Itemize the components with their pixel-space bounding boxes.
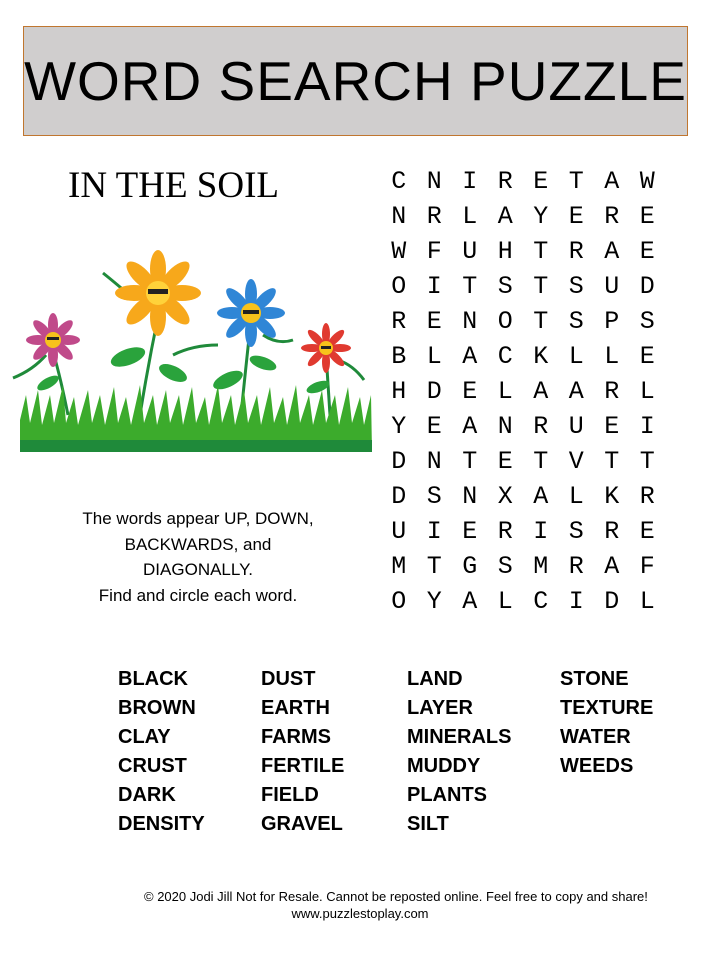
grid-row xyxy=(381,514,665,549)
word-item: FERTILE xyxy=(261,755,345,777)
word-item: SILT xyxy=(407,813,449,835)
word-item: BLACK xyxy=(118,668,188,690)
grid-letter[interactable]: T xyxy=(533,272,549,301)
grid-letter[interactable]: D xyxy=(391,447,407,476)
word-item: MINERALS xyxy=(407,726,512,748)
grid-letter[interactable]: D xyxy=(391,482,407,511)
grid-letter[interactable]: I xyxy=(426,272,442,301)
grid-letter[interactable]: A xyxy=(533,482,549,511)
grid-letter[interactable]: R xyxy=(639,482,655,511)
grid-letter[interactable]: M xyxy=(533,552,549,581)
grid-letter[interactable]: O xyxy=(391,587,407,616)
grid-letter[interactable]: C xyxy=(391,167,407,196)
grid-letter[interactable]: R xyxy=(497,167,513,196)
grid-letter[interactable]: G xyxy=(462,552,478,581)
grid-letter[interactable]: M xyxy=(391,552,407,581)
grid-letter[interactable]: E xyxy=(604,412,620,441)
grid-letter[interactable]: K xyxy=(533,342,549,371)
grid-letter[interactable]: E xyxy=(462,517,478,546)
grid-letter[interactable]: R xyxy=(497,517,513,546)
grid-letter[interactable]: E xyxy=(639,237,655,266)
grid-letter[interactable]: U xyxy=(391,517,407,546)
grid-letter[interactable]: A xyxy=(462,412,478,441)
grid-letter[interactable]: L xyxy=(639,587,655,616)
grid-letter[interactable]: R xyxy=(568,237,584,266)
instructions-line: DIAGONALLY. xyxy=(143,560,253,579)
word-item: FARMS xyxy=(261,726,331,748)
grid-letter[interactable]: S xyxy=(568,307,584,336)
grid-letter[interactable]: T xyxy=(462,272,478,301)
grid-letter[interactable]: F xyxy=(426,237,442,266)
grid-letter[interactable]: L xyxy=(639,377,655,406)
grid-letter[interactable]: K xyxy=(604,482,620,511)
grid-letter[interactable]: L xyxy=(604,342,620,371)
grid-letter[interactable]: A xyxy=(497,202,513,231)
grid-letter[interactable]: A xyxy=(462,587,478,616)
word-item: WATER xyxy=(560,726,631,748)
grid-letter[interactable]: E xyxy=(426,412,442,441)
grid-letter[interactable]: T xyxy=(533,237,549,266)
grid-row xyxy=(381,479,665,514)
grid-letter[interactable]: E xyxy=(497,447,513,476)
grid-letter[interactable]: N xyxy=(426,447,442,476)
grid-letter[interactable]: T xyxy=(462,447,478,476)
word-item: LAYER xyxy=(407,697,473,719)
grid-letter[interactable]: Y xyxy=(533,202,549,231)
instructions-line: BACKWARDS, and xyxy=(124,534,272,554)
grid-letter[interactable]: U xyxy=(604,272,620,301)
grid-row xyxy=(381,269,665,304)
grid-letter[interactable]: I xyxy=(462,167,478,196)
word-item: EARTH xyxy=(261,697,330,719)
word-item: GRAVEL xyxy=(261,813,343,835)
word-item: CRUST xyxy=(118,755,187,777)
grid-letter[interactable]: E xyxy=(639,202,655,231)
grid-letter[interactable]: I xyxy=(426,517,442,546)
grid-letter[interactable]: A xyxy=(568,377,584,406)
grid-letter[interactable]: S xyxy=(426,482,442,511)
grid-letter[interactable]: N xyxy=(426,167,442,196)
grid-letter[interactable]: L xyxy=(426,342,442,371)
grid-letter[interactable]: Y xyxy=(391,412,407,441)
word-item: WEEDS xyxy=(560,755,634,777)
word-item: DUST xyxy=(261,668,316,690)
puzzle-subtitle: IN THE SOIL xyxy=(68,165,280,206)
grid-letter[interactable]: L xyxy=(568,482,584,511)
grid-letter[interactable]: H xyxy=(391,377,407,406)
grid-letter[interactable]: S xyxy=(568,272,584,301)
grid-letter[interactable]: V xyxy=(568,447,584,476)
grid-letter[interactable]: O xyxy=(497,307,513,336)
letter-grid xyxy=(381,164,665,619)
grid-row xyxy=(381,164,665,199)
grid-letter[interactable]: W xyxy=(391,237,407,266)
grid-letter[interactable]: T xyxy=(426,552,442,581)
grid-letter[interactable]: U xyxy=(568,412,584,441)
grid-letter[interactable]: X xyxy=(497,482,513,511)
grid-letter[interactable]: Y xyxy=(426,587,442,616)
word-item: LAND xyxy=(407,668,463,690)
grid-letter[interactable]: R xyxy=(391,307,407,336)
grid-letter[interactable]: T xyxy=(568,167,584,196)
grid-letter[interactable]: H xyxy=(497,237,513,266)
grid-letter[interactable]: R xyxy=(426,202,442,231)
word-list-column-2 xyxy=(261,665,344,839)
grid-letter[interactable]: D xyxy=(604,587,620,616)
word-item: PLANTS xyxy=(407,784,487,806)
website-text: www.puzzlestoplay.com xyxy=(291,906,429,921)
grid-letter[interactable]: N xyxy=(462,482,478,511)
grid-letter[interactable]: W xyxy=(639,167,655,196)
word-item: BROWN xyxy=(118,697,196,719)
grid-row xyxy=(381,304,665,339)
grid-letter[interactable]: T xyxy=(533,447,549,476)
grid-letter[interactable]: U xyxy=(462,237,478,266)
grid-letter[interactable]: E xyxy=(639,517,655,546)
grid-letter[interactable]: O xyxy=(391,272,407,301)
grid-row xyxy=(381,374,665,409)
grid-letter[interactable]: L xyxy=(462,202,478,231)
grid-row xyxy=(381,584,665,619)
word-item: DARK xyxy=(118,784,176,806)
grid-letter[interactable]: T xyxy=(604,447,620,476)
flowers-illustration xyxy=(8,245,378,460)
grid-letter[interactable]: D xyxy=(426,377,442,406)
grid-row xyxy=(381,444,665,479)
grid-letter[interactable]: A xyxy=(604,552,620,581)
grid-letter[interactable]: R xyxy=(568,552,584,581)
grid-letter[interactable]: N xyxy=(462,307,478,336)
grid-letter[interactable]: R xyxy=(533,412,549,441)
grid-row xyxy=(381,339,665,374)
word-item: CLAY xyxy=(118,726,171,748)
grid-letter[interactable]: L xyxy=(497,587,513,616)
instructions xyxy=(40,506,356,608)
page-title: WORD SEARCH PUZZLE xyxy=(24,50,687,112)
grid-row xyxy=(381,549,665,584)
grid-letter[interactable]: E xyxy=(568,202,584,231)
grid-letter[interactable]: R xyxy=(604,377,620,406)
word-list-column-4 xyxy=(560,665,653,781)
grid-letter[interactable]: A xyxy=(604,237,620,266)
grid-row xyxy=(381,409,665,444)
grid-row xyxy=(381,234,665,269)
grid-letter[interactable]: T xyxy=(639,447,655,476)
word-item: FIELD xyxy=(261,784,319,806)
grid-letter[interactable]: D xyxy=(639,272,655,301)
grid-letter[interactable]: N xyxy=(391,202,407,231)
grid-letter[interactable]: P xyxy=(604,307,620,336)
grid-letter[interactable]: C xyxy=(533,587,549,616)
grid-letter[interactable]: B xyxy=(391,342,407,371)
grid-letter[interactable]: R xyxy=(604,202,620,231)
grid-letter[interactable]: S xyxy=(497,272,513,301)
grid-letter[interactable]: E xyxy=(462,377,478,406)
grid-letter[interactable]: I xyxy=(568,587,584,616)
grid-row xyxy=(381,199,665,234)
grid-letter[interactable]: C xyxy=(497,342,513,371)
word-list-column-1 xyxy=(118,665,205,839)
word-item: MUDDY xyxy=(407,755,481,777)
grid-letter[interactable]: I xyxy=(639,412,655,441)
word-item: DENSITY xyxy=(118,813,205,835)
grid-letter[interactable]: E xyxy=(639,342,655,371)
grid-letter[interactable]: E xyxy=(533,167,549,196)
word-item: STONE xyxy=(560,668,629,690)
grid-letter[interactable]: S xyxy=(497,552,513,581)
instructions-line: The words appear UP, DOWN, xyxy=(82,509,314,528)
grid-letter[interactable]: F xyxy=(639,552,655,581)
grid-letter[interactable]: S xyxy=(568,517,584,546)
grid-letter[interactable]: E xyxy=(426,307,442,336)
grid-letter[interactable]: N xyxy=(497,412,513,441)
grid-letter[interactable]: A xyxy=(533,377,549,406)
grid-letter[interactable]: A xyxy=(604,167,620,196)
grid-letter[interactable]: I xyxy=(533,517,549,546)
grid-letter[interactable]: L xyxy=(568,342,584,371)
instructions-line: Find and circle each word. xyxy=(98,585,298,605)
grid-letter[interactable]: R xyxy=(604,517,620,546)
word-item: TEXTURE xyxy=(560,697,654,719)
grid-letter[interactable]: S xyxy=(639,307,655,336)
title-banner xyxy=(23,26,688,136)
grid-letter[interactable]: T xyxy=(533,307,549,336)
grid-letter[interactable]: A xyxy=(462,342,478,371)
word-list-column-3 xyxy=(407,665,511,839)
copyright-text: © 2020 Jodi Jill Not for Resale. Cannot be reposted online. Feel free to copy and share! xyxy=(144,889,648,904)
grid-letter[interactable]: L xyxy=(497,377,513,406)
